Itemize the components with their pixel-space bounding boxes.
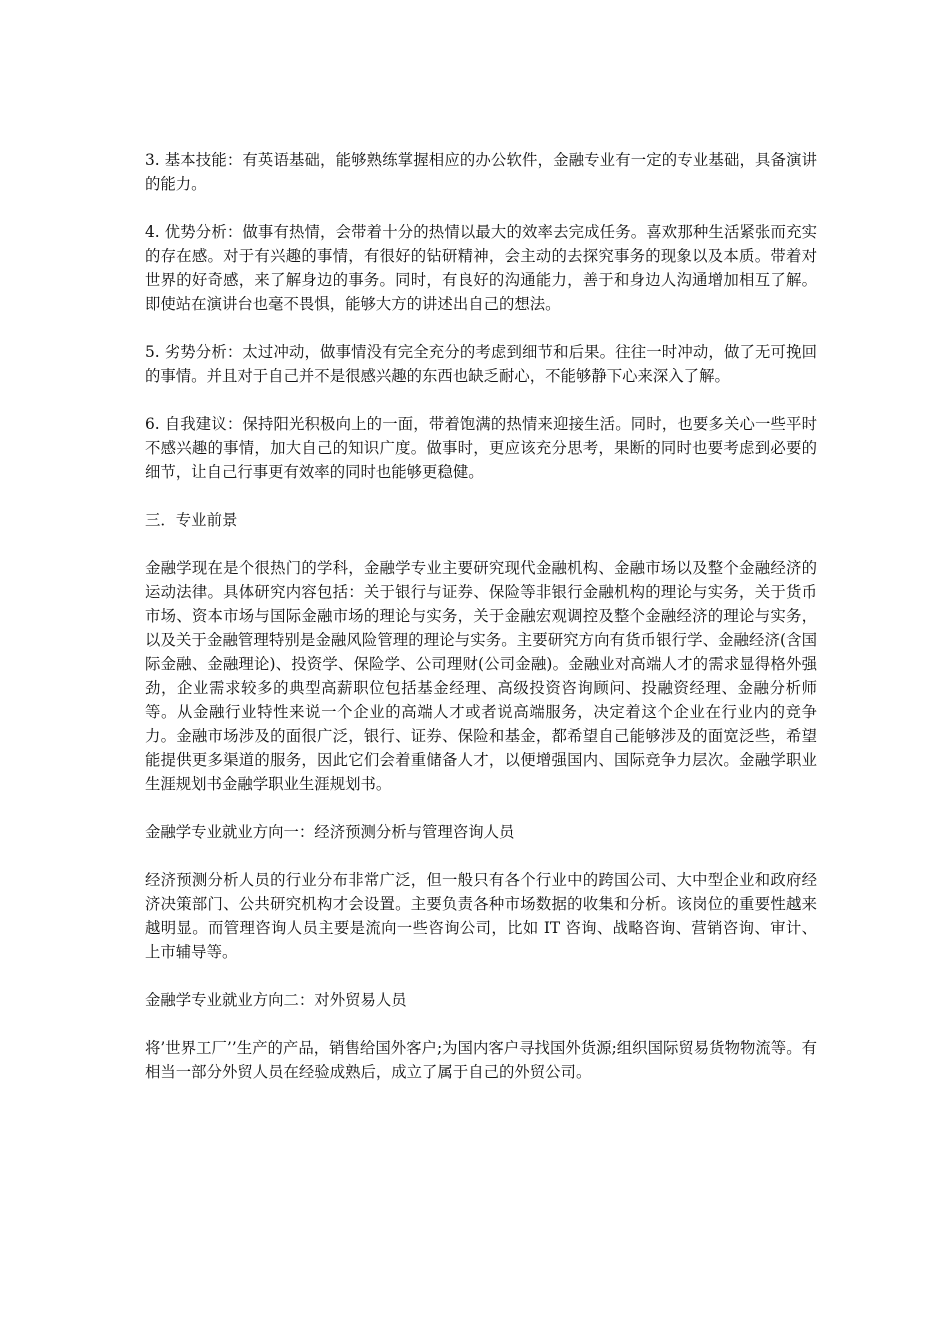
paragraph-gap [145,796,817,820]
paragraph-self-advice: 6. 自我建议：保持阳光积极向上的一面，带着饱满的热情来迎接生活。同时，也要多关心一些平时不感兴趣的事情，加大自己的知识广度。做事时，更应该充分思考，果断的同时也要考虑到必要的细节，让自己行事更有效率的同时也能够更稳健。 [145,415,817,481]
paragraph-gap [145,1012,817,1036]
paragraph-finance-overview: 金融学现在是个很热门的学科，金融学专业主要研究现代金融机构、金融市场以及整个金融经济的运动法律。具体研究内容包括：关于银行与证券、保险等非银行金融机构的理论与实务，关于货币市场、资本市场与国际金融市场的理论与实务，关于金融宏观调控及整个金融经济的理论与实务，以及关于金融管理特别是金融风险管理的理论与实务。主要研究方向有货币银行学、金融经济(含国际金融、金融理论)、投资学、保险学、公司理财(公司金融)。金融业对高端人才的需求显得格外强劲，企业需求较多的典型高薪职位包括基金经理、高级投资咨询顾问、投融资经理、金融分析师等。从金融行业特性来说一个企业的高端人才或者说高端服务，决定着这个企业在行业内的竞争力。金融市场涉及的面很广泛，银行、证券、保险和基金，都希望自己能够涉及的面宽泛些，希望能提供更多渠道的服务，因此它们会着重储备人才，以便增强国内、国际竞争力层次。金融学职业生涯规划书金融学职业生涯规划书。 [145,559,817,793]
paragraph-gap [145,484,817,508]
paragraph-gap [145,316,817,340]
paragraph-gap [145,964,817,988]
document-body [145,148,817,1084]
paragraph-strengths: 4. 优势分析：做事有热情，会带着十分的热情以最大的效率去完成任务。喜欢那种生活紧张而充实的存在感。对于有兴趣的事情，有很好的钻研精神，会主动的去探究事务的现象以及本质。带着对世界的好奇感，来了解身边的事务。同时，有良好的沟通能力，善于和身边人沟通增加相互了解。即使站在演讲台也毫不畏惧，能够大方的讲述出自己的想法。 [145,223,817,313]
paragraph-weaknesses: 5. 劣势分析：太过冲动，做事情没有完全充分的考虑到细节和后果。往往一时冲动，做了无可挽回的事情。并且对于自己并不是很感兴趣的东西也缺乏耐心，不能够静下心来深入了解。 [145,343,817,385]
subheading-career-direction-1: 金融学专业就业方向一：经济预测分析与管理咨询人员 [145,823,515,841]
paragraph-gap [145,844,817,868]
paragraph-basic-skills: 3. 基本技能：有英语基础，能够熟练掌握相应的办公软件，金融专业有一定的专业基础，具备演讲的能力。 [145,151,817,193]
subheading-career-direction-2: 金融学专业就业方向二：对外贸易人员 [145,991,407,1009]
section-heading-prospects: 三．专业前景 [145,511,238,529]
paragraph-career-direction-2: 将’世界工厂’’生产的产品，销售给国外客户;为国内客户寻找国外货源;组织国际贸易货物物流等。有相当一部分外贸人员在经验成熟后，成立了属于自己的外贸公司。 [145,1039,817,1081]
paragraph-gap [145,532,817,556]
paragraph-gap [145,196,817,220]
paragraph-gap [145,388,817,412]
paragraph-career-direction-1: 经济预测分析人员的行业分布非常广泛，但一般只有各个行业中的跨国公司、大中型企业和政府经济决策部门、公共研究机构才会设置。主要负责各种市场数据的收集和分析。该岗位的重要性越来越明显。而管理咨询人员主要是流向一些咨询公司，比如 IT 咨询、战略咨询、营销咨询、审计、上市辅导等。 [145,871,817,961]
